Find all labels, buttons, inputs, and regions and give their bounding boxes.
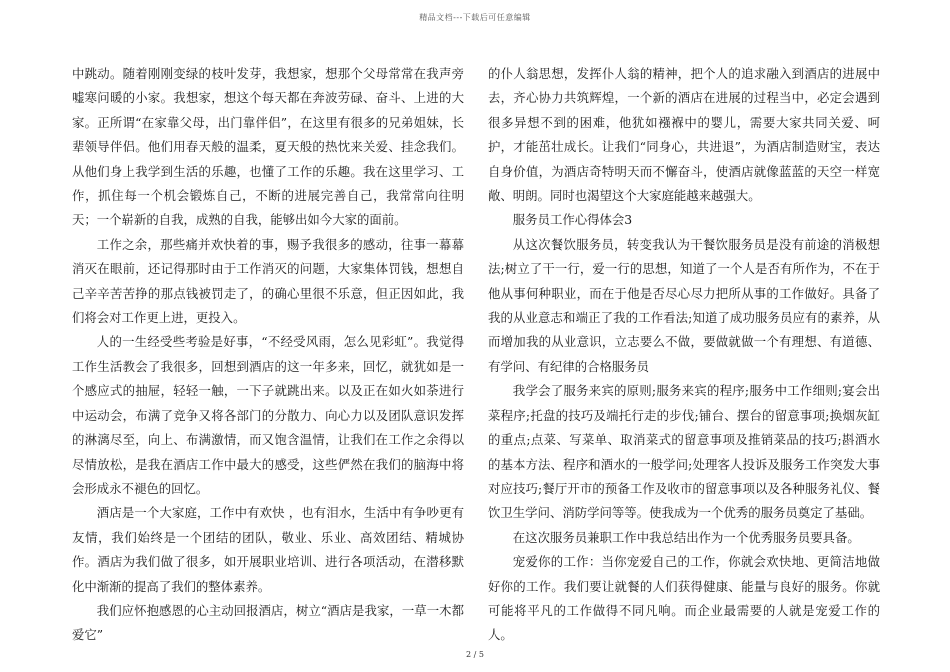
paragraph: 在这次服务员兼职工作中我总结出作为一个优秀服务员要具备。 xyxy=(512,529,860,545)
paragraph: 酒店是一个大家庭，工作中有欢快 ，也有泪水，生活中有争吵更有友情，我们始终是一个团结的团队，敬业、乐业、高效团结、精城协作。酒店为我们做了很多，如开展职业培训、进行各项活动，在潜移默化中渐渐的提高了我们的整体素养。 xyxy=(72,505,464,594)
left-column xyxy=(72,62,464,648)
paragraph: 中跳动。随着刚刚变绿的枝叶发芽，我想家，想那个父母常常在我声旁嘘寒问暖的小家。我想家，想这个每天都在奔波劳碌、奋斗、上进的大家。正所谓“在家靠父母，出门靠伴侣”，在这里有很多的兄弟姐妹，长辈领导伴侣。他们用春天般的温柔，夏天般的热忱来关爱、挂念我们。从他们身上我学到生活的乐趣，也懂了工作的乐趣。我在这里学习、工作，抓住每一个机会锻炼自己，不断的进展完善自己，我常常向往明天；一个崭新的自我，成熟的自我，能够出如今大家的面前。 xyxy=(72,66,464,228)
section-title: 服务员工作心得体会3 xyxy=(512,212,633,228)
paragraph: 的仆人翁思想，发挥仆人翁的精神，把个人的追求融入到酒店的进展中去，齐心协力共筑辉煌，一个新的酒店在进展的过程当中，必定会遇到很多异想不到的困难，他犹如襁褓中的婴儿，需要大家共同关爱、呵护，才能茁壮成长。让我们“同身心，共进退”，为酒店制造财宝，表达自身价值，为酒店奇特明天而不懈奋斗，使酒店就像蓝蓝的天空一样宽敞、明朗。同时也渴望这个大家庭能越来越强大。 xyxy=(488,66,880,204)
paragraph: 我们应怀抱感恩的心主动回报酒店，树立“酒店是我家，一草一木都爱它” xyxy=(72,602,464,643)
page-number: 2 / 5 xyxy=(466,650,484,659)
right-column xyxy=(488,62,880,648)
paragraph: 我学会了服务来宾的原则;服务来宾的程序;服务中工作细则;宴会出菜程序;托盘的技巧及端托行走的步伐;铺台、摆台的留意事项;换烟灰缸的重点;点菜、写菜单、取消菜式的留意事项及推销菜品的技巧;斟酒水的基本方法、程序和酒水的一般学问;处理客人投诉及服务工作突发大事对应技巧;餐厅开市的预备工作及收市的留意事项以及各种服务礼仪、餐饮卫生学问、消防学问等等。使我成为一个优秀的服务员奠定了基础。 xyxy=(488,383,880,521)
paragraph: 从这次餐饮服务员，转变我认为干餐饮服务员是没有前途的消极想法;树立了干一行，爱一行的思想，知道了一个人是否有所作为，不在于他从事何种职业，而在于他是否尽心尽力把所从事的工作做好。具备了我的从业意志和端正了我的工作看法;知道了成功服务员应有的素养，从而增加我的从业意识，立志要么不做，要做就做一个有理想、有道德、有学问、有纪律的合格服务员 xyxy=(488,236,880,374)
paragraph: 工作之余，那些痛并欢快着的事，赐予我很多的感动，往事一幕幕消灭在眼前，还记得那时由于工作消灭的问题，大家集体罚钱，想想自己辛辛苦苦挣的那点钱被罚走了，的确心里很不乐意，但正因如此，我们将会对工作更上进，更投入。 xyxy=(72,236,464,326)
paragraph: 宠爱你的工作：当你宠爱自己的工作，你就会欢快地、更简洁地做好你的工作。我们要让就餐的人们获得健康、能量与良好的服务。你就可能将平凡的工作做得不同凡响。而企业最需要的人就是宠爱工作的人。 xyxy=(488,554,880,643)
page-header: 精品文档---下载后可任意编辑 xyxy=(419,13,531,22)
paragraph: 人的一生经受些考验是好事，“不经受风雨，怎么见彩虹”。我觉得工作生活教会了我很多，回想到酒店的这一年多来，回忆，就犹如是一个感应式的抽屉，轻轻一触，一下子就跳出来。以及正在如火如荼进行中运动会，布满了竞争又将各部门的分散力、向心力以及团队意识发挥的淋漓尽至，向上、布满激情，而又饱含温情，让我们在工作之余得以尽情放松，是我在酒店工作中最大的感受，这些俨然在我们的脑海中将会形成永不褪色的回忆。 xyxy=(72,334,464,496)
